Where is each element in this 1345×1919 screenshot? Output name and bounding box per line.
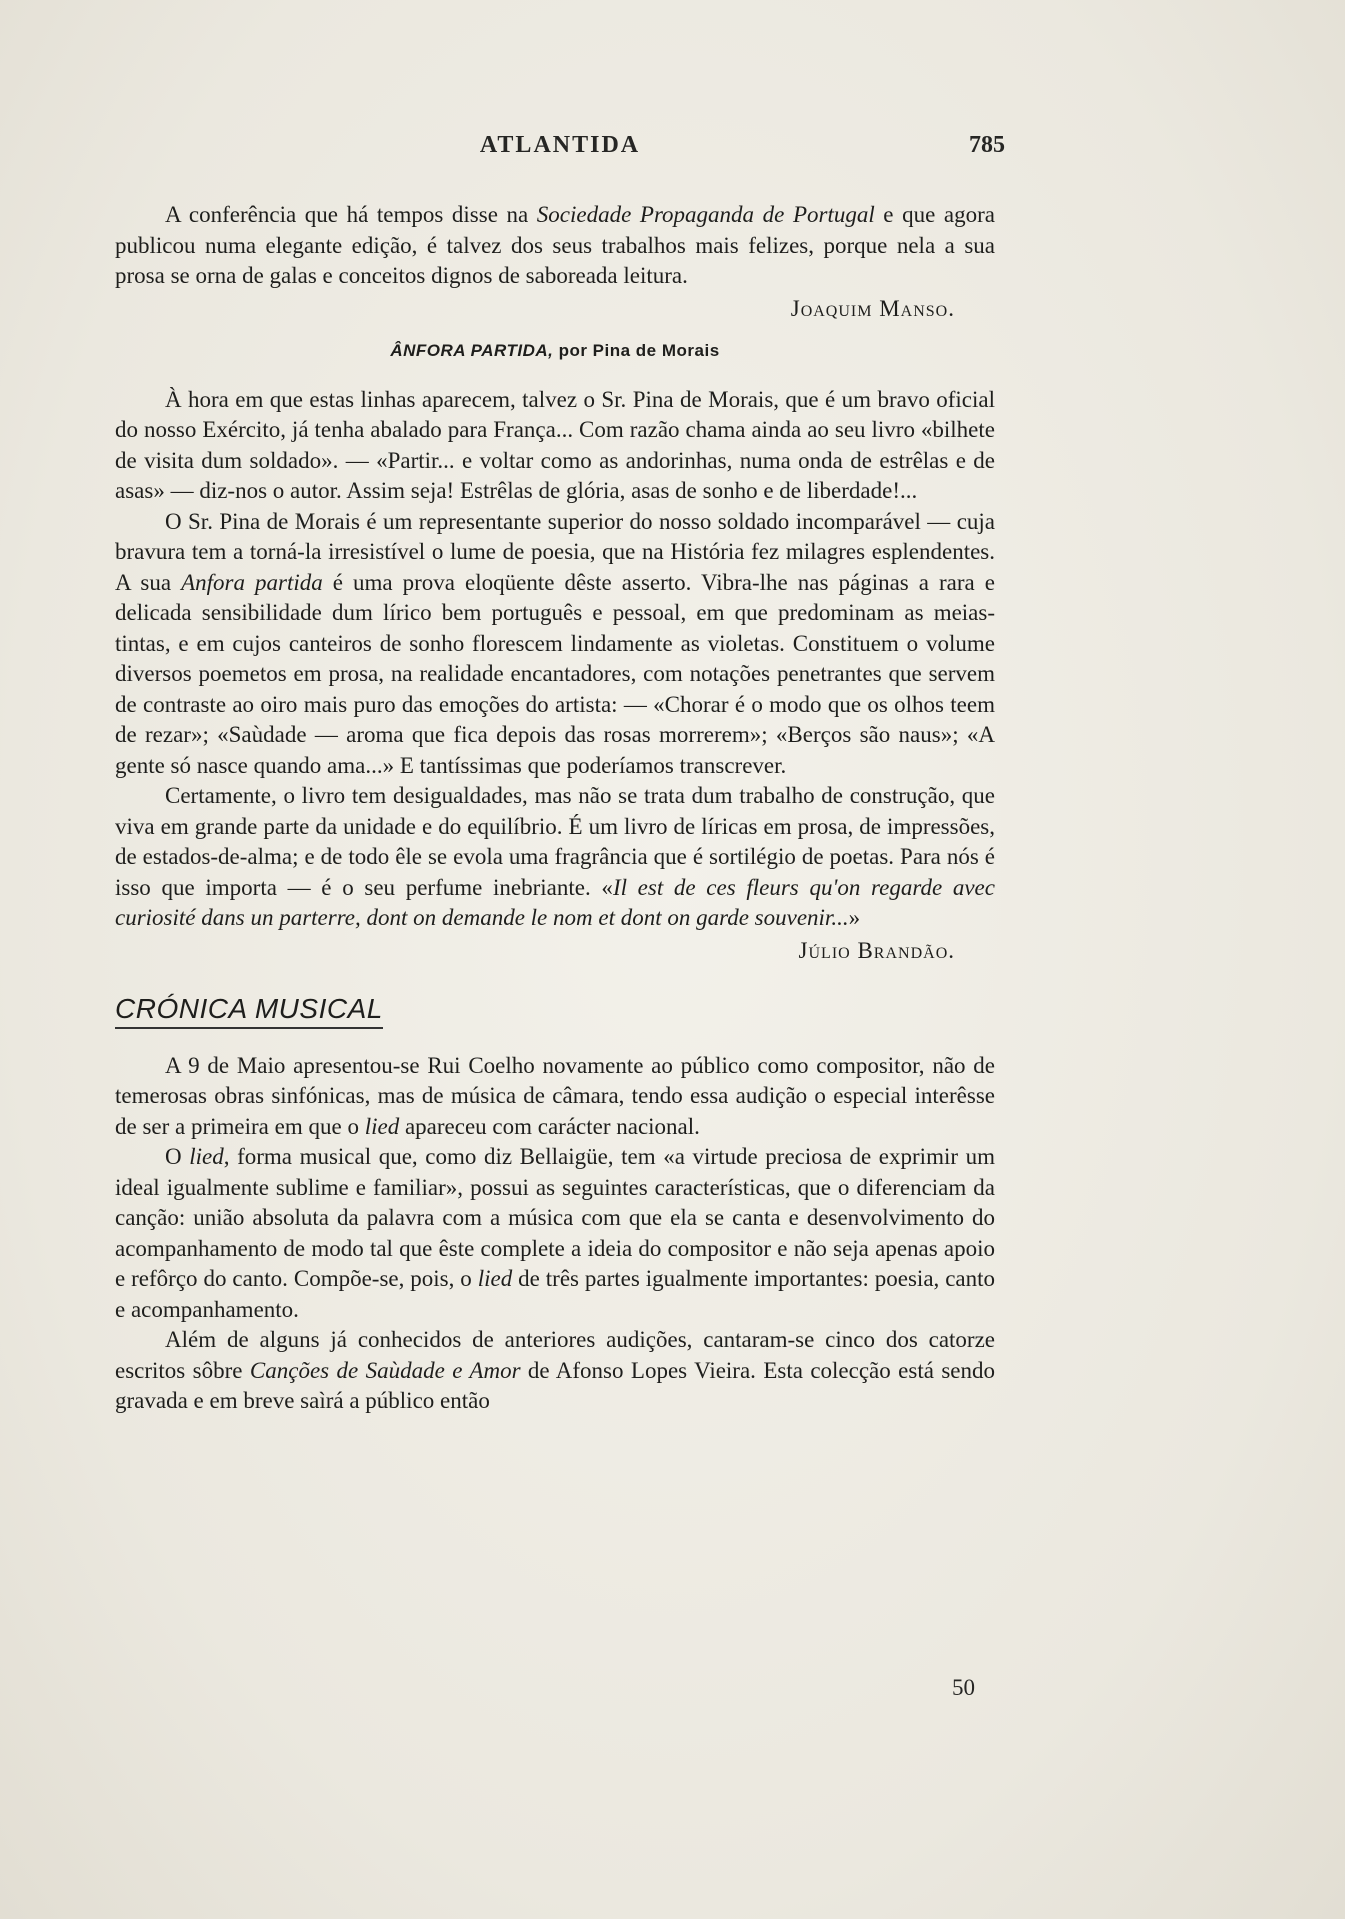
- italic-term: lied: [477, 1266, 513, 1291]
- signature-number: 50: [952, 1675, 975, 1700]
- text-run: Certamente, o livro tem desigualdades, mas não se trata dum trabalho de construção, que viva em grande parte da unidade e do equilíbrio. É um livro de líricas em prosa, de impressões, de estados-de-alma; e de todo êle se evola uma fragrância que é sortilégio de poetas. Para nós é isso que importa — é o seu perfume inebriante. «: [115, 783, 995, 900]
- italic-term: lied: [189, 1144, 224, 1169]
- text-run: apareceu com carácter nacional.: [399, 1113, 700, 1139]
- text-run: O Sr. Pina de Morais é um representante superior do nosso soldado incomparável — cuja bravura tem a torná-la irresistível o lume de poesia, que na História fez milagres esplendentes. A sua: [115, 508, 995, 595]
- text-run: Além de alguns já conhecidos de anteriores audições, cantaram-se cinco dos catorze escritos sôbre: [115, 1327, 995, 1383]
- signature-julio-brandao: Júlio Brandão.: [798, 937, 955, 963]
- running-title: ATLANTIDA: [479, 132, 641, 158]
- review-heading-title: ÂNFORA PARTIDA,: [390, 341, 554, 360]
- text-run: e que agora publicou numa elegante edição, é talvez dos seus trabalhos mais felizes, porque nela a sua prosa se orna de galas e conceitos dignos de saboreada leitura.: [115, 202, 995, 288]
- cronica-paragraph-1: [115, 1051, 995, 1143]
- review2-paragraph-3: [115, 781, 995, 934]
- review-heading-author: por Pina de Morais: [553, 341, 720, 360]
- review-heading: [115, 336, 995, 367]
- text-run: »: [848, 905, 861, 930]
- review1-paragraph: [115, 200, 995, 292]
- italic-quote: Il est de ces fleurs qu'on regarde avec curiosité dans un parterre, dont on demande le nom et dont on garde souvenir...: [115, 874, 995, 930]
- text-run: A 9 de Maio apresentou-se Rui Coelho novamente ao público como compositor, não de temerosas obras sinfónicas, mas de música de câmara, tendo essa audição o especial interêsse de ser a primeira em que o: [115, 1052, 995, 1139]
- cronica-paragraph-2: [115, 1142, 995, 1325]
- signature-joaquim-manso: Joaquim Manso.: [790, 295, 955, 321]
- cronica-paragraph-3: [115, 1325, 995, 1417]
- italic-title: Anfora partida: [181, 569, 323, 595]
- text-run: é uma prova eloqüente dêste asserto. Vibra-lhe nas páginas a rara e delicada sensibilidade dum lírico bem português e pessoal, em que predominam as meias-tintas, e em cujos canteiros de sonho florescem lindamente as violetas. Constituem o volume diversos poemetos em prosa, na realidade encantadores, com notações penetrantes que servem de contraste ao oiro mais puro das emoções do artista: — «Chorar é o modo que os olhos teem de rezar»; «Saùdade — aroma que fica depois das rosas morrerem»; «Berços são naus»; «A gente só nasce quando ama...» E tantíssimas que poderíamos transcrever.: [115, 569, 996, 778]
- italic-term: lied: [364, 1113, 400, 1139]
- folio-number: 785: [969, 132, 1005, 158]
- review2-paragraph-1: À hora em que estas linhas aparecem, talvez o Sr. Pina de Morais, que é um bravo oficial do nosso Exército, já tenha abalado para França... Com razão chama ainda ao seu livro «bilhete de visita dum soldado». — «Partir... e voltar como as andorinhas, numa onda de estrêlas e de asas» — diz-nos o autor. Assim seja! Estrêlas de glória, asas de sonho e de liberdade!...: [115, 386, 995, 503]
- text-run: O: [165, 1144, 190, 1169]
- text-column: [115, 200, 995, 1417]
- text-run: de três partes igualmente importantes: poesia, canto e acompanhamento.: [115, 1266, 996, 1322]
- review2-paragraph-2: [115, 507, 995, 782]
- section-title: CRÓNICA MUSICAL: [115, 994, 383, 1029]
- text-run: A conferência que há tempos disse na: [165, 202, 537, 227]
- page-header: [115, 132, 1005, 172]
- text-run: , forma musical que, como diz Bellaigüe, tem «a virtude preciosa de exprimir um ideal igualmente sublime e familiar», possui as seguintes características, que o diferenciam da canção: união absoluta da palavra com a música com que ela se canta e desenvolvimento do acompanhamento de modo tal que êste complete a ideia do compositor e não seja apenas apoio e refôrço do canto. Compõe-se, pois, o: [115, 1144, 995, 1291]
- text-run: de Afonso Lopes Vieira. Esta colecção está sendo gravada e em breve saìrá a público então: [115, 1357, 995, 1413]
- italic-title: Sociedade Propaganda de Portugal: [536, 202, 875, 227]
- italic-title: Canções de Saùdade e Amor: [249, 1357, 521, 1383]
